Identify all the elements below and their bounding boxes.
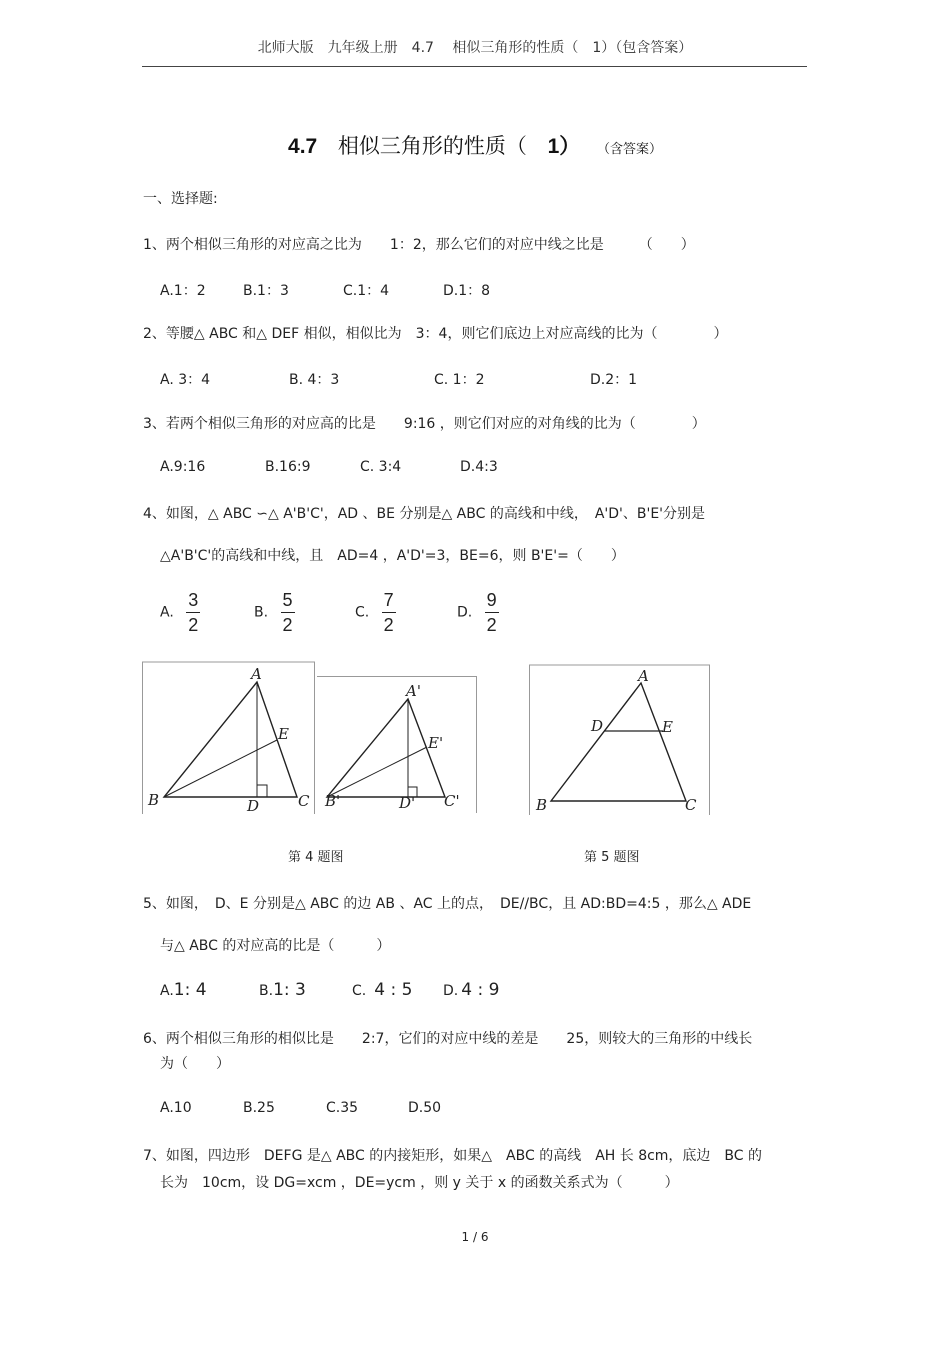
q4-option-c: C. $\frac{7}{2}$ [355,590,394,635]
label-d-prime: D' [399,794,416,812]
q5-option-c: C. 4 : 5 [352,980,413,1000]
label-b: B [148,791,160,809]
question-6-line-1: 6、两个相似三角形的相似比是 2:7，它们的对应中线的差是 25，则较大的三角形的中线长 [143,1031,753,1047]
figure-triangle-de-parallel [528,663,713,818]
question-2: 2、等腰△ ABC 和△ DEF 相似，相似比为 3：4，则它们底边上对应高线的比为（ ） [143,326,728,342]
question-4-line-2: △A'B'C'的高线和中线，且 AD=4 ，A'D'=3，BE=6，则 B'E'=（ ） [160,548,625,564]
question-1: 1、两个相似三角形的对应高之比为 1：2，那么它们的对应中线之比是 （ ） [143,237,695,253]
figure-triangle-a-prime [317,675,479,815]
title-number: 4.7 [288,135,318,158]
title-note: （含答案） [596,142,662,157]
q4-option-d: D. $\frac{9}{2}$ [457,590,497,635]
figure-5-caption: 第 5 题图 [584,850,640,865]
label-a-prime: A' [406,682,421,700]
figure-4-caption: 第 4 题图 [288,850,344,865]
q5-option-d: D. 4 : 9 [443,980,500,1000]
figure-triangle-abc [142,660,317,820]
question-7-line-2: 长为 10cm，设 DG=xcm ，DE=ycm ，则 y 关于 x 的函数关系式为（ ） [160,1175,679,1191]
label-d: D [591,717,604,735]
q4-option-b: B. $\frac{5}{2}$ [254,590,293,635]
q1-option-a: A.1：2 [160,283,206,299]
label-b-prime: B' [325,792,341,810]
q3-option-d: D.4:3 [460,459,498,475]
document-title [0,130,950,160]
fraction: $\frac{9}{2}$ [486,590,497,635]
fraction: $\frac{3}{2}$ [188,590,199,635]
q6-option-d: D.50 [408,1100,442,1116]
q1-option-b: B.1：3 [243,283,289,299]
q3-option-c: C. 3:4 [360,459,402,475]
q5-option-b: B.1: 3 [259,980,306,1000]
title-part: 1） [547,135,581,158]
header-divider [142,66,807,67]
label-b: B [536,796,548,814]
label-a: A [251,665,262,683]
q6-option-c: C.35 [326,1100,359,1116]
page-number: 1 / 6 [461,1230,489,1244]
q3-option-b: B.16:9 [265,459,311,475]
q6-option-b: B.25 [243,1100,275,1116]
label-c: C [298,792,310,810]
label-e: E [278,725,289,743]
section-heading: 一、选择题: [143,191,218,207]
question-5-line-2: 与△ ABC 的对应高的比是（ ） [160,938,391,954]
question-5-line-1: 5、如图， D、E 分别是△ ABC 的边 AB 、AC 上的点， DE//BC，且 AD:BD=4:5 ，那么△ ADE [143,896,752,912]
label-e: E [662,718,673,736]
q2-option-a: A. 3：4 [160,372,211,388]
q4-option-a: A. $\frac{3}{2}$ [160,590,199,635]
q2-option-c: C. 1：2 [434,372,485,388]
q2-option-d: D.2：1 [590,372,638,388]
q6-option-a: A.10 [160,1100,192,1116]
title-text: 相似三角形的性质（ [337,134,527,158]
q5-option-a: A.1: 4 [160,980,207,1000]
label-e-prime: E' [428,734,444,752]
question-4-line-1: 4、如图，△ ABC ∽△ A'B'C'，AD 、BE 分别是△ ABC 的高线和中线， A'D'、B'E'分别是 [143,506,706,522]
label-c-prime: C' [444,792,460,810]
fraction: $\frac{7}{2}$ [383,590,394,635]
question-6-line-2: 为（ ） [160,1056,230,1072]
fraction: $\frac{5}{2}$ [282,590,293,635]
q3-option-a: A.9:16 [160,459,206,475]
label-a: A [638,667,649,685]
label-d: D [247,797,260,815]
question-7-line-1: 7、如图，四边形 DEFG 是△ ABC 的内接矩形，如果△ ABC 的高线 AH 长 8cm，底边 BC 的 [143,1148,763,1164]
q1-option-d: D.1：8 [443,283,491,299]
page-header: 北师大版 九年级上册 4.7 相似三角形的性质（ 1）（包含答案） [257,40,693,56]
q1-option-c: C.1：4 [343,283,390,299]
question-3: 3、若两个相似三角形的对应高的比是 9:16 ，则它们对应的对角线的比为（ ） [143,416,706,432]
label-c: C [685,796,697,814]
q2-option-b: B. 4：3 [289,372,340,388]
